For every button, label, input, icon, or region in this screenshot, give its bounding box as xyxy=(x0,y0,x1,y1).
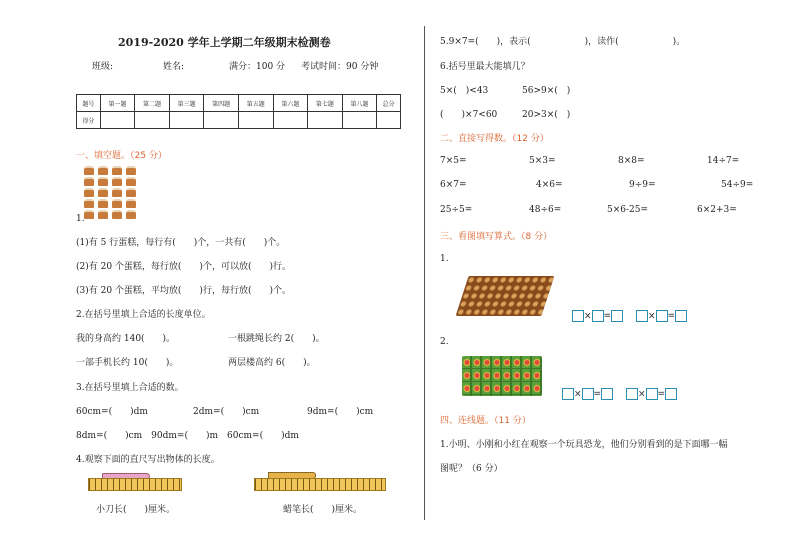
answer-box[interactable] xyxy=(626,388,638,400)
section-heading-fill-in: 一、填空题。（25 分） xyxy=(76,151,167,161)
table-header-cell: 题号 xyxy=(77,95,101,112)
question-4b: 蜡笔长( )厘米。 xyxy=(283,505,363,515)
section-heading-picture-equations: 三、看图填写算式。（8 分） xyxy=(440,232,553,242)
times-sign: × xyxy=(648,311,656,322)
equation-row-3 xyxy=(562,388,613,400)
table-header-cell: 第六题 xyxy=(273,95,308,112)
answer-box[interactable] xyxy=(611,310,623,322)
table-header-cell: 第三题 xyxy=(169,95,204,112)
matching-question-1: 1.小明、小刚和小红在观察一个玩具恐龙，他们分别看到的是下面哪一幅 xyxy=(440,440,728,450)
score-cell[interactable] xyxy=(135,112,170,129)
pastry-tray-image xyxy=(456,276,555,316)
answer-box[interactable] xyxy=(646,388,658,400)
calc-item: 6×2+3= xyxy=(697,205,737,215)
question-3a: 60cm=( )dm xyxy=(76,407,148,417)
times-sign: × xyxy=(584,311,592,322)
ruler-left-image xyxy=(88,478,182,491)
question-6d: 20>3×( ) xyxy=(522,110,571,120)
picture-question-2-number: 2. xyxy=(440,337,449,347)
ruler-right-image xyxy=(254,478,386,491)
question-2b: 一根跳绳长约 2( )。 xyxy=(228,334,325,344)
question-6c: ( )×7<60 xyxy=(440,110,498,120)
score-cell[interactable] xyxy=(238,112,273,129)
equation-row-2 xyxy=(636,310,687,322)
question-6a: 5×( )<43 xyxy=(440,86,489,96)
question-4a: 小刀长( )厘米。 xyxy=(96,505,176,515)
question-2a: 我的身高约 140( )。 xyxy=(76,334,176,344)
question-6b: 56>9×( ) xyxy=(522,86,571,96)
table-row-label: 得分 xyxy=(77,112,101,129)
score-table-score-row xyxy=(77,112,401,129)
answer-box[interactable] xyxy=(601,388,613,400)
calc-item: 8×8= xyxy=(618,156,645,166)
section-heading-direct-answers: 二、直接写得数。（12 分） xyxy=(440,134,549,144)
question-6: 6.括号里最大能填几？ xyxy=(440,62,530,72)
name-label: 姓名: xyxy=(163,62,185,72)
question-2d: 两层楼高约 6( )。 xyxy=(228,358,316,368)
question-1a: (1)有 5 行蛋糕，每行有( )个，一共有( )个。 xyxy=(76,238,286,248)
picture-question-1-number: 1. xyxy=(440,254,449,264)
shelf-image xyxy=(462,356,542,396)
question-5: 5.9×7=( )，表示( )，读作( )。 xyxy=(440,37,686,47)
equation-row-1 xyxy=(572,310,623,322)
question-3c: 9dm=( )cm xyxy=(307,407,374,417)
exam-time: 考试时间：90 分钟 xyxy=(301,62,379,72)
calc-item: 9÷9= xyxy=(629,180,656,190)
question-1c: (3)有 20 个蛋糕，平均放( )行，每行放( )个。 xyxy=(76,286,291,296)
table-header-cell: 总分 xyxy=(377,95,401,112)
calc-item: 5×6-25= xyxy=(607,205,649,215)
answer-box[interactable] xyxy=(572,310,584,322)
equals-sign: = xyxy=(667,311,676,322)
class-label: 班级: xyxy=(92,62,114,72)
question-2c: 一部手机长约 10( )。 xyxy=(76,358,179,368)
score-cell[interactable] xyxy=(308,112,343,129)
page-title: 2019-2020 学年上学期二年级期末检测卷 xyxy=(118,36,331,49)
calc-item: 6×7= xyxy=(440,180,467,190)
matching-question-1-continued: 图呢？（6 分） xyxy=(440,464,503,474)
calc-item: 54÷9= xyxy=(721,180,754,190)
calc-item: 7×5= xyxy=(440,156,467,166)
section-heading-matching: 四、连线题。（11 分） xyxy=(440,416,531,426)
cake-grid-image xyxy=(84,166,144,222)
calc-item: 5×3= xyxy=(529,156,556,166)
score-cell[interactable] xyxy=(377,112,401,129)
score-cell[interactable] xyxy=(204,112,239,129)
full-score: 满分：100 分 xyxy=(229,62,286,72)
answer-box[interactable] xyxy=(582,388,594,400)
calc-item: 14÷7= xyxy=(707,156,740,166)
answer-box[interactable] xyxy=(636,310,648,322)
question-1b: (2)有 20 个蛋糕，每行放( )个，可以放( )行。 xyxy=(76,262,291,272)
equals-sign: = xyxy=(603,311,612,322)
question-3d: 8dm=( )cm 90dm=( )m 60cm=( )dm xyxy=(76,431,299,441)
answer-box[interactable] xyxy=(656,310,668,322)
score-table-header-row xyxy=(77,95,401,112)
question-4: 4.观察下面的直尺写出物体的长度。 xyxy=(76,455,220,465)
answer-box[interactable] xyxy=(562,388,574,400)
table-header-cell: 第二题 xyxy=(135,95,170,112)
times-sign: × xyxy=(638,389,646,400)
answer-box[interactable] xyxy=(675,310,687,322)
question-2: 2.在括号里填上合适的长度单位。 xyxy=(76,310,211,320)
table-header-cell: 第一题 xyxy=(100,95,135,112)
score-cell[interactable] xyxy=(342,112,377,129)
score-cell[interactable] xyxy=(169,112,204,129)
answer-box[interactable] xyxy=(665,388,677,400)
table-header-cell: 第四题 xyxy=(204,95,239,112)
column-divider xyxy=(424,26,425,520)
question-1-number: 1. xyxy=(76,214,85,224)
calc-item: 25÷5= xyxy=(440,205,473,215)
score-table xyxy=(76,94,401,129)
calc-item: 48÷6= xyxy=(529,205,562,215)
times-sign: × xyxy=(574,389,582,400)
table-header-cell: 第八题 xyxy=(342,95,377,112)
equals-sign: = xyxy=(593,389,602,400)
question-3b: 2dm=( )cm xyxy=(193,407,260,417)
score-cell[interactable] xyxy=(100,112,135,129)
question-3: 3.在括号里填上合适的数。 xyxy=(76,383,184,393)
score-cell[interactable] xyxy=(273,112,308,129)
equation-row-4 xyxy=(626,388,677,400)
table-header-cell: 第五题 xyxy=(238,95,273,112)
equals-sign: = xyxy=(657,389,666,400)
answer-box[interactable] xyxy=(592,310,604,322)
calc-item: 4×6= xyxy=(536,180,563,190)
table-header-cell: 第七题 xyxy=(308,95,343,112)
